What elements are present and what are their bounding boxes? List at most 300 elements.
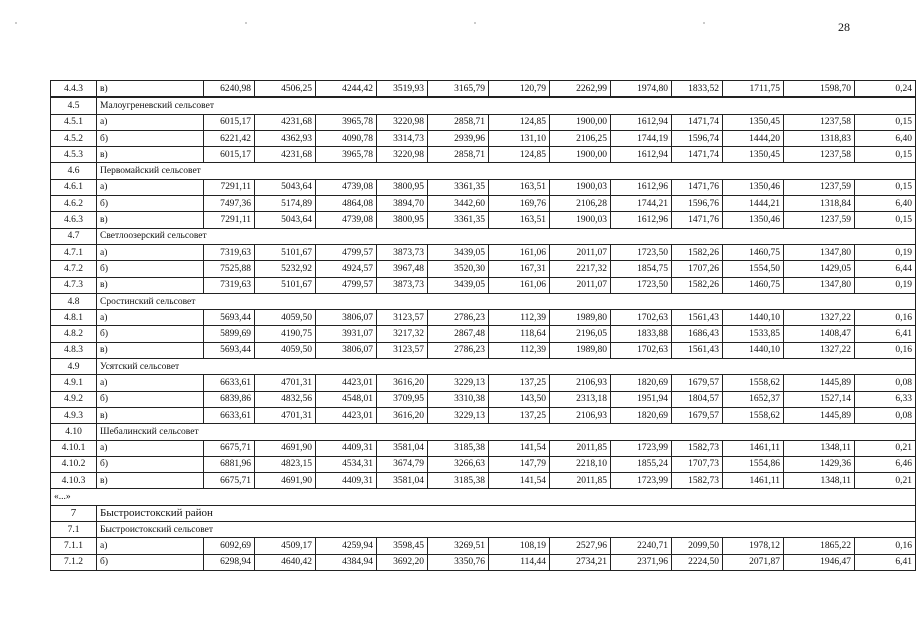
value-cell: 4384,94	[316, 554, 377, 570]
row-code: 4.8.3	[51, 342, 97, 358]
row-label: а)	[97, 538, 204, 554]
value-cell: 4799,57	[316, 277, 377, 293]
value-cell: 1855,24	[611, 456, 672, 472]
value-cell: 0,16	[855, 310, 916, 326]
value-cell: 4701,31	[255, 375, 316, 391]
value-cell: 141,54	[489, 440, 550, 456]
value-cell: 4059,50	[255, 310, 316, 326]
value-cell: 3269,51	[428, 538, 489, 554]
value-cell: 2262,99	[550, 81, 611, 98]
value-cell: 1444,20	[723, 130, 784, 146]
value-cell: 3310,38	[428, 391, 489, 407]
ellipsis-row	[51, 489, 916, 505]
value-cell: 4691,90	[255, 473, 316, 489]
value-cell: 6015,17	[204, 114, 255, 130]
row-label: в)	[97, 212, 204, 228]
value-cell: 4799,57	[316, 244, 377, 260]
value-cell: 120,79	[489, 81, 550, 98]
section-code: 4.6	[51, 163, 97, 179]
value-cell: 1679,57	[672, 407, 723, 423]
table-row	[51, 147, 916, 163]
value-cell: 1348,11	[784, 473, 855, 489]
value-cell: 6092,69	[204, 538, 255, 554]
scan-speck	[245, 22, 247, 24]
value-cell: 1596,76	[672, 196, 723, 212]
value-cell: 124,85	[489, 114, 550, 130]
value-cell: 6675,71	[204, 473, 255, 489]
value-cell: 3800,95	[377, 179, 428, 195]
value-cell: 4701,31	[255, 407, 316, 423]
value-cell: 1347,80	[784, 277, 855, 293]
value-cell: 3439,05	[428, 277, 489, 293]
value-cell: 1582,26	[672, 244, 723, 260]
row-label: а)	[97, 244, 204, 260]
section-code: 7.1	[51, 522, 97, 538]
value-cell: 1596,74	[672, 130, 723, 146]
value-cell: 4691,90	[255, 440, 316, 456]
value-cell: 1527,14	[784, 391, 855, 407]
value-cell: 3581,04	[377, 473, 428, 489]
section-code: 4.8	[51, 293, 97, 309]
row-code: 4.10.3	[51, 473, 97, 489]
value-cell: 2786,23	[428, 310, 489, 326]
value-cell: 1612,94	[611, 147, 672, 163]
row-code: 4.6.1	[51, 179, 97, 195]
value-cell: 4864,08	[316, 196, 377, 212]
row-label: а)	[97, 310, 204, 326]
value-cell: 6839,86	[204, 391, 255, 407]
value-cell: 1900,03	[550, 179, 611, 195]
value-cell: 1582,73	[672, 440, 723, 456]
value-cell: 2858,71	[428, 147, 489, 163]
value-cell: 1471,74	[672, 114, 723, 130]
value-cell: 1833,52	[672, 81, 723, 98]
scan-speck	[15, 22, 17, 24]
value-cell: 1460,75	[723, 277, 784, 293]
value-cell: 1237,59	[784, 179, 855, 195]
value-cell: 1707,73	[672, 456, 723, 472]
scan-speck	[474, 22, 476, 24]
value-cell: 1820,69	[611, 375, 672, 391]
value-cell: 4409,31	[316, 473, 377, 489]
value-cell: 1598,70	[784, 81, 855, 98]
value-cell: 3229,13	[428, 407, 489, 423]
value-cell: 131,10	[489, 130, 550, 146]
page-number: 28	[838, 20, 850, 34]
value-cell: 1471,76	[672, 179, 723, 195]
value-cell: 108,19	[489, 538, 550, 554]
value-cell: 2858,71	[428, 114, 489, 130]
value-cell: 1900,03	[550, 212, 611, 228]
row-label: б)	[97, 391, 204, 407]
value-cell: 1900,00	[550, 114, 611, 130]
row-label: в)	[97, 407, 204, 423]
row-label: б)	[97, 326, 204, 342]
value-cell: 4059,50	[255, 342, 316, 358]
value-cell: 118,64	[489, 326, 550, 342]
value-cell: 2011,85	[550, 440, 611, 456]
value-cell: 3616,20	[377, 407, 428, 423]
value-cell: 3442,60	[428, 196, 489, 212]
table-row	[51, 130, 916, 146]
value-cell: 1652,37	[723, 391, 784, 407]
ellipsis-text: «...»	[51, 489, 916, 505]
value-cell: 2224,50	[672, 554, 723, 570]
value-cell: 0,15	[855, 212, 916, 228]
value-cell: 1679,57	[672, 375, 723, 391]
value-cell: 1348,11	[784, 440, 855, 456]
value-cell: 3123,57	[377, 310, 428, 326]
section-row	[51, 97, 916, 114]
value-cell: 169,76	[489, 196, 550, 212]
value-cell: 1711,75	[723, 81, 784, 98]
value-cell: 114,44	[489, 554, 550, 570]
value-cell: 4506,25	[255, 81, 316, 98]
value-cell: 1444,21	[723, 196, 784, 212]
row-code: 4.6.2	[51, 196, 97, 212]
value-cell: 3894,70	[377, 196, 428, 212]
value-cell: 7319,63	[204, 277, 255, 293]
value-cell: 3806,07	[316, 342, 377, 358]
section-title: Светлоозерский сельсовет	[97, 228, 916, 244]
value-cell: 4832,56	[255, 391, 316, 407]
value-cell: 4509,17	[255, 538, 316, 554]
section-row	[51, 228, 916, 244]
value-cell: 1989,80	[550, 342, 611, 358]
value-cell: 0,16	[855, 342, 916, 358]
section-row	[51, 163, 916, 179]
section-code: 4.5	[51, 97, 97, 114]
row-code: 4.5.1	[51, 114, 97, 130]
value-cell: 2106,93	[550, 375, 611, 391]
value-cell: 3220,98	[377, 114, 428, 130]
value-cell: 1561,43	[672, 310, 723, 326]
value-cell: 6,41	[855, 326, 916, 342]
value-cell: 6,41	[855, 554, 916, 570]
row-code: 7.1.1	[51, 538, 97, 554]
value-cell: 1558,62	[723, 375, 784, 391]
value-cell: 5693,44	[204, 342, 255, 358]
value-cell: 7291,11	[204, 179, 255, 195]
value-cell: 4739,08	[316, 179, 377, 195]
value-cell: 163,51	[489, 179, 550, 195]
value-cell: 7319,63	[204, 244, 255, 260]
value-cell: 3931,07	[316, 326, 377, 342]
value-cell: 124,85	[489, 147, 550, 163]
row-code: 4.9.2	[51, 391, 97, 407]
value-cell: 3806,07	[316, 310, 377, 326]
value-cell: 3314,73	[377, 130, 428, 146]
value-cell: 6633,61	[204, 407, 255, 423]
value-cell: 1327,22	[784, 342, 855, 358]
value-cell: 4362,93	[255, 130, 316, 146]
value-cell: 4231,68	[255, 147, 316, 163]
value-cell: 2371,96	[611, 554, 672, 570]
row-label: б)	[97, 456, 204, 472]
table-row	[51, 554, 916, 570]
value-cell: 1350,46	[723, 179, 784, 195]
value-cell: 4548,01	[316, 391, 377, 407]
value-cell: 7291,11	[204, 212, 255, 228]
value-cell: 3519,93	[377, 81, 428, 98]
value-cell: 3800,95	[377, 212, 428, 228]
value-cell: 6633,61	[204, 375, 255, 391]
row-label: в)	[97, 277, 204, 293]
value-cell: 5101,67	[255, 244, 316, 260]
row-code: 4.8.1	[51, 310, 97, 326]
value-cell: 1461,11	[723, 473, 784, 489]
row-code: 4.10.2	[51, 456, 97, 472]
value-cell: 1327,22	[784, 310, 855, 326]
value-cell: 0,15	[855, 114, 916, 130]
table-row	[51, 440, 916, 456]
row-code: 4.7.3	[51, 277, 97, 293]
value-cell: 4534,31	[316, 456, 377, 472]
value-cell: 1612,94	[611, 114, 672, 130]
value-cell: 6298,94	[204, 554, 255, 570]
value-cell: 1429,36	[784, 456, 855, 472]
value-cell: 1533,85	[723, 326, 784, 342]
value-cell: 2734,21	[550, 554, 611, 570]
value-cell: 3229,13	[428, 375, 489, 391]
value-cell: 3185,38	[428, 473, 489, 489]
scan-speck	[703, 22, 705, 24]
value-cell: 5899,69	[204, 326, 255, 342]
value-cell: 6,44	[855, 261, 916, 277]
section-row	[51, 424, 916, 440]
value-cell: 1723,50	[611, 244, 672, 260]
value-cell: 0,15	[855, 147, 916, 163]
table-row	[51, 456, 916, 472]
value-cell: 1582,73	[672, 473, 723, 489]
value-cell: 3266,63	[428, 456, 489, 472]
value-cell: 3123,57	[377, 342, 428, 358]
section-row	[51, 293, 916, 309]
value-cell: 1978,12	[723, 538, 784, 554]
table-row	[51, 261, 916, 277]
row-code: 4.8.2	[51, 326, 97, 342]
row-code: 4.10.1	[51, 440, 97, 456]
row-code: 4.7.2	[51, 261, 97, 277]
section-title: Шебалинский сельсовет	[97, 424, 916, 440]
value-cell: 1461,11	[723, 440, 784, 456]
value-cell: 3217,32	[377, 326, 428, 342]
value-cell: 1471,74	[672, 147, 723, 163]
row-label: а)	[97, 114, 204, 130]
value-cell: 3873,73	[377, 244, 428, 260]
value-cell: 1989,80	[550, 310, 611, 326]
value-cell: 3598,45	[377, 538, 428, 554]
row-code: 4.7.1	[51, 244, 97, 260]
row-label: в)	[97, 342, 204, 358]
value-cell: 1445,89	[784, 407, 855, 423]
value-cell: 1951,94	[611, 391, 672, 407]
value-cell: 1723,99	[611, 473, 672, 489]
section-title: Сростинский сельсовет	[97, 293, 916, 309]
section-code: 4.10	[51, 424, 97, 440]
value-cell: 2099,50	[672, 538, 723, 554]
value-cell: 3439,05	[428, 244, 489, 260]
value-cell: 112,39	[489, 310, 550, 326]
row-label: а)	[97, 179, 204, 195]
value-cell: 163,51	[489, 212, 550, 228]
value-cell: 1460,75	[723, 244, 784, 260]
value-cell: 1833,88	[611, 326, 672, 342]
value-cell: 1974,80	[611, 81, 672, 98]
row-label: а)	[97, 440, 204, 456]
value-cell: 2106,93	[550, 407, 611, 423]
value-cell: 0,21	[855, 440, 916, 456]
value-cell: 141,54	[489, 473, 550, 489]
row-label: в)	[97, 81, 204, 98]
row-code: 4.4.3	[51, 81, 97, 98]
value-cell: 1820,69	[611, 407, 672, 423]
row-label: б)	[97, 130, 204, 146]
value-cell: 2527,96	[550, 538, 611, 554]
value-cell: 167,31	[489, 261, 550, 277]
value-cell: 5101,67	[255, 277, 316, 293]
value-cell: 1582,26	[672, 277, 723, 293]
value-cell: 1237,58	[784, 114, 855, 130]
section-title: Первомайский сельсовет	[97, 163, 916, 179]
value-cell: 3674,79	[377, 456, 428, 472]
value-cell: 143,50	[489, 391, 550, 407]
section-code: 7	[51, 505, 97, 521]
value-cell: 1702,63	[611, 310, 672, 326]
value-cell: 1744,21	[611, 196, 672, 212]
value-cell: 1429,05	[784, 261, 855, 277]
value-cell: 1237,58	[784, 147, 855, 163]
section-row	[51, 505, 916, 521]
value-cell: 1702,63	[611, 342, 672, 358]
value-cell: 4259,94	[316, 538, 377, 554]
value-cell: 1347,80	[784, 244, 855, 260]
row-code: 4.9.1	[51, 375, 97, 391]
value-cell: 4423,01	[316, 407, 377, 423]
value-cell: 0,15	[855, 179, 916, 195]
table-row	[51, 212, 916, 228]
value-cell: 0,19	[855, 277, 916, 293]
value-cell: 3873,73	[377, 277, 428, 293]
section-row	[51, 359, 916, 375]
value-cell: 2313,18	[550, 391, 611, 407]
table-row	[51, 342, 916, 358]
row-label: б)	[97, 261, 204, 277]
value-cell: 137,25	[489, 407, 550, 423]
value-cell: 0,08	[855, 407, 916, 423]
value-cell: 0,16	[855, 538, 916, 554]
value-cell: 112,39	[489, 342, 550, 358]
value-cell: 1723,99	[611, 440, 672, 456]
value-cell: 6,46	[855, 456, 916, 472]
value-cell: 0,21	[855, 473, 916, 489]
value-cell: 1804,57	[672, 391, 723, 407]
value-cell: 3165,79	[428, 81, 489, 98]
table-row	[51, 310, 916, 326]
value-cell: 4823,15	[255, 456, 316, 472]
value-cell: 2867,48	[428, 326, 489, 342]
section-code: 4.7	[51, 228, 97, 244]
value-cell: 0,08	[855, 375, 916, 391]
table-row	[51, 473, 916, 489]
value-cell: 1440,10	[723, 310, 784, 326]
value-cell: 5174,89	[255, 196, 316, 212]
value-cell: 0,24	[855, 81, 916, 98]
value-cell: 6,40	[855, 130, 916, 146]
value-cell: 4640,42	[255, 554, 316, 570]
value-cell: 3350,76	[428, 554, 489, 570]
value-cell: 4090,78	[316, 130, 377, 146]
value-cell: 3581,04	[377, 440, 428, 456]
value-cell: 3965,78	[316, 147, 377, 163]
value-cell: 6221,42	[204, 130, 255, 146]
value-cell: 0,19	[855, 244, 916, 260]
value-cell: 6015,17	[204, 147, 255, 163]
table-row	[51, 407, 916, 423]
value-cell: 1707,26	[672, 261, 723, 277]
value-cell: 2240,71	[611, 538, 672, 554]
value-cell: 2011,07	[550, 244, 611, 260]
table-row	[51, 244, 916, 260]
value-cell: 3967,48	[377, 261, 428, 277]
table-row	[51, 326, 916, 342]
value-cell: 147,79	[489, 456, 550, 472]
row-label: б)	[97, 554, 204, 570]
value-cell: 1445,89	[784, 375, 855, 391]
section-code: 4.9	[51, 359, 97, 375]
value-cell: 1865,22	[784, 538, 855, 554]
value-cell: 137,25	[489, 375, 550, 391]
value-cell: 7497,36	[204, 196, 255, 212]
value-cell: 1946,47	[784, 554, 855, 570]
value-cell: 161,06	[489, 244, 550, 260]
value-cell: 1744,19	[611, 130, 672, 146]
value-cell: 4231,68	[255, 114, 316, 130]
section-title: Быстроистокский сельсовет	[97, 522, 916, 538]
value-cell: 3709,95	[377, 391, 428, 407]
value-cell: 2011,85	[550, 473, 611, 489]
value-cell: 1558,62	[723, 407, 784, 423]
section-title: Быстроистокский район	[97, 505, 916, 521]
value-cell: 1408,47	[784, 326, 855, 342]
section-title: Малоугреневский сельсовет	[97, 97, 916, 114]
value-cell: 3965,78	[316, 114, 377, 130]
value-cell: 1440,10	[723, 342, 784, 358]
value-cell: 3220,98	[377, 147, 428, 163]
value-cell: 1723,50	[611, 277, 672, 293]
value-cell: 1612,96	[611, 179, 672, 195]
value-cell: 7525,88	[204, 261, 255, 277]
value-cell: 5693,44	[204, 310, 255, 326]
table-row	[51, 277, 916, 293]
row-code: 4.9.3	[51, 407, 97, 423]
value-cell: 1561,43	[672, 342, 723, 358]
table-row	[51, 538, 916, 554]
value-cell: 4739,08	[316, 212, 377, 228]
value-cell: 1554,86	[723, 456, 784, 472]
value-cell: 6240,98	[204, 81, 255, 98]
value-cell: 5232,92	[255, 261, 316, 277]
row-code: 4.5.2	[51, 130, 97, 146]
row-code: 4.6.3	[51, 212, 97, 228]
value-cell: 5043,64	[255, 212, 316, 228]
value-cell: 161,06	[489, 277, 550, 293]
value-cell: 2939,96	[428, 130, 489, 146]
value-cell: 3616,20	[377, 375, 428, 391]
value-cell: 2011,07	[550, 277, 611, 293]
value-cell: 4190,75	[255, 326, 316, 342]
value-cell: 6675,71	[204, 440, 255, 456]
